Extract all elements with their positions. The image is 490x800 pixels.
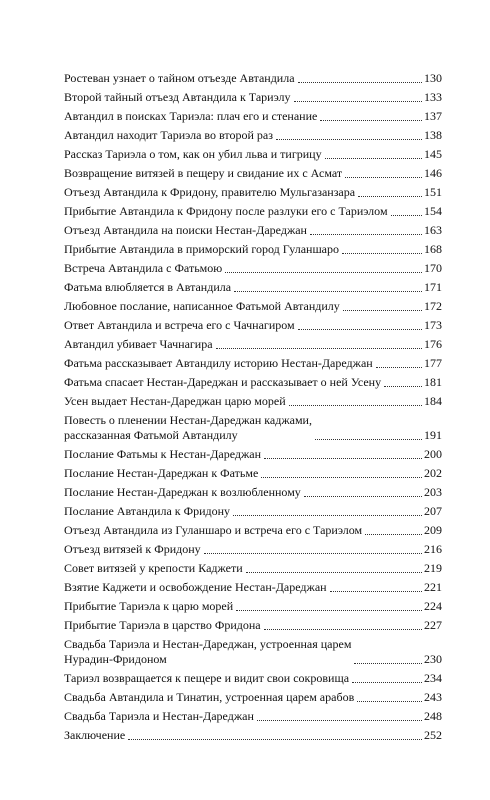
toc-entry-page-number: 145 <box>424 147 442 161</box>
toc-entry <box>64 561 442 576</box>
toc-entry <box>64 504 442 519</box>
toc-entry-title: Повесть о пленении Нестан-Дареджан каджами, рассказанная Фатьмой Автандилу <box>64 413 312 442</box>
dot-leader <box>233 515 422 516</box>
dot-leader <box>343 310 422 311</box>
toc-entry-title: Послание Нестан-Дареджан к Фатьме <box>64 466 259 480</box>
toc-entry <box>64 223 442 238</box>
toc-entry-page-number: 209 <box>424 523 442 537</box>
toc-entry-title: Фатьма рассказывает Автандилу историю Нестан-Дареджан <box>64 356 373 370</box>
dot-leader <box>294 101 423 102</box>
toc-entry <box>64 523 442 538</box>
toc-entry <box>64 728 442 743</box>
toc-entry-page-number: 163 <box>424 223 442 237</box>
toc-entry-page-number: 168 <box>424 242 442 256</box>
toc-entry-page-number: 203 <box>424 485 442 499</box>
toc-entry-page-number: 234 <box>424 671 442 685</box>
dot-leader <box>376 367 422 368</box>
toc-entry-page-number: 200 <box>424 447 442 461</box>
toc-entry-page-number: 130 <box>424 71 442 85</box>
toc-entry <box>64 542 442 557</box>
toc-entry-title: Автандил убивает Чачнагира <box>64 337 213 351</box>
toc-entry-title: Ростеван узнает о тайном отъезде Автандила <box>64 71 295 85</box>
dot-leader <box>304 496 422 497</box>
toc-entry-page-number: 243 <box>424 690 442 704</box>
dot-leader <box>204 553 422 554</box>
toc-entry-title: Заключение <box>64 728 126 742</box>
toc-entry-page-number: 202 <box>424 466 442 480</box>
toc-entry-page-number: 224 <box>424 599 442 613</box>
toc-entry <box>64 375 442 390</box>
toc-entry <box>64 128 442 143</box>
toc-entry-title: Прибытие Тариэла к царю морей <box>64 599 234 613</box>
dot-leader <box>234 291 422 292</box>
toc-entry <box>64 485 442 500</box>
dot-leader <box>320 120 422 121</box>
dot-leader <box>354 663 422 664</box>
dot-leader <box>128 739 422 740</box>
toc-entry <box>64 709 442 724</box>
toc-entry-page-number: 138 <box>424 128 442 142</box>
toc-entry-title: Ответ Автандила и встреча его с Чачнагиром <box>64 318 295 332</box>
dot-leader <box>365 534 422 535</box>
toc-entry <box>64 637 442 667</box>
toc-entry <box>64 90 442 105</box>
toc-entry-title: Встреча Автандила с Фатьмою <box>64 261 223 275</box>
toc-entry-title: Фатьма спасает Нестан-Дареджан и рассказывает о ней Усену <box>64 375 382 389</box>
toc-entry-title: Фатьма влюбляется в Автандила <box>64 280 232 294</box>
toc-entry <box>64 280 442 295</box>
dot-leader <box>276 139 422 140</box>
toc-entry-page-number: 184 <box>424 394 442 408</box>
toc-entry-page-number: 219 <box>424 561 442 575</box>
dot-leader <box>298 82 422 83</box>
dot-leader <box>289 405 422 406</box>
toc-entry-page-number: 177 <box>424 356 442 370</box>
toc-entry-title: Любовное послание, написанное Фатьмой Автандилу <box>64 299 340 313</box>
toc-entry <box>64 204 442 219</box>
toc-entry-page-number: 248 <box>424 709 442 723</box>
dot-leader <box>264 629 422 630</box>
toc-entry-page-number: 137 <box>424 109 442 123</box>
toc-entry-page-number: 154 <box>424 204 442 218</box>
toc-entry-title: Отъезд Автандила на поиски Нестан-Дареджан <box>64 223 307 237</box>
dot-leader <box>325 158 422 159</box>
dot-leader <box>216 348 422 349</box>
dot-leader <box>225 272 422 273</box>
toc-entry-title: Автандил находит Тариэла во второй раз <box>64 128 273 142</box>
toc-entry-title: Отъезд витязей к Фридону <box>64 542 201 556</box>
dot-leader <box>342 253 422 254</box>
toc-entry <box>64 356 442 371</box>
toc-entry-title: Прибытие Автандила к Фридону после разлуки его с Тариэлом <box>64 204 388 218</box>
toc-entry-page-number: 207 <box>424 504 442 518</box>
dot-leader <box>345 177 422 178</box>
toc-entry-page-number: 221 <box>424 580 442 594</box>
toc-entry-page-number: 191 <box>424 428 442 442</box>
toc-entry-title: Второй тайный отъезд Автандила к Тариэлу <box>64 90 291 104</box>
dot-leader <box>257 720 422 721</box>
dot-leader <box>261 477 422 478</box>
toc-entry <box>64 337 442 352</box>
dot-leader <box>246 572 422 573</box>
dot-leader <box>358 196 422 197</box>
toc-entry-title: Тариэл возвращается к пещере и видит свои сокровища <box>64 671 350 685</box>
toc-entry-title: Отъезд Автандила к Фридону, правителю Мульгазанзара <box>64 185 356 199</box>
toc-entry-title: Совет витязей у крепости Каджети <box>64 561 243 575</box>
toc-entry-page-number: 176 <box>424 337 442 351</box>
table-of-contents <box>64 71 442 747</box>
dot-leader <box>357 701 422 702</box>
toc-entry <box>64 413 442 443</box>
toc-entry-page-number: 151 <box>424 185 442 199</box>
dot-leader <box>352 682 422 683</box>
toc-entry-title: Послание Фатьмы к Нестан-Дареджан <box>64 447 262 461</box>
toc-entry <box>64 690 442 705</box>
toc-entry <box>64 447 442 462</box>
toc-entry-title: Прибытие Тариэла в царство Фридона <box>64 618 261 632</box>
toc-entry <box>64 318 442 333</box>
toc-entry-page-number: 171 <box>424 280 442 294</box>
toc-entry <box>64 147 442 162</box>
toc-entry <box>64 185 442 200</box>
dot-leader <box>310 234 422 235</box>
toc-entry-title: Свадьба Тариэла и Нестан-Дареджан <box>64 709 254 723</box>
dot-leader <box>315 439 422 440</box>
toc-entry <box>64 71 442 86</box>
toc-entry-page-number: 230 <box>424 652 442 666</box>
toc-entry <box>64 671 442 686</box>
toc-entry-title: Прибытие Автандила в приморский город Гуланшаро <box>64 242 340 256</box>
toc-entry <box>64 261 442 276</box>
toc-entry <box>64 299 442 314</box>
toc-entry <box>64 394 442 409</box>
toc-entry <box>64 242 442 257</box>
toc-entry-title: Усен выдает Нестан-Дареджан царю морей <box>64 394 286 408</box>
dot-leader <box>391 215 422 216</box>
toc-entry-page-number: 133 <box>424 90 442 104</box>
toc-entry-page-number: 170 <box>424 261 442 275</box>
toc-entry <box>64 599 442 614</box>
toc-entry-title: Свадьба Тариэла и Нестан-Дареджан, устроенная царем Нурадин-Фридоном <box>64 637 352 666</box>
toc-entry-title: Автандил в поисках Тариэла: плач его и стенание <box>64 109 318 123</box>
toc-entry-page-number: 172 <box>424 299 442 313</box>
toc-entry <box>64 618 442 633</box>
toc-entry <box>64 580 442 595</box>
toc-entry <box>64 466 442 481</box>
dot-leader <box>236 610 422 611</box>
toc-entry-page-number: 173 <box>424 318 442 332</box>
dot-leader <box>264 458 422 459</box>
toc-entry-title: Послание Автандила к Фридону <box>64 504 231 518</box>
toc-entry-title: Возвращение витязей в пещеру и свидание их с Асмат <box>64 166 343 180</box>
toc-entry <box>64 109 442 124</box>
dot-leader <box>298 329 422 330</box>
toc-entry-page-number: 181 <box>424 375 442 389</box>
toc-entry-title: Рассказ Тариэла о том, как он убил льва и тигрицу <box>64 147 322 161</box>
toc-entry-page-number: 227 <box>424 618 442 632</box>
toc-entry <box>64 166 442 181</box>
toc-entry-title: Послание Нестан-Дареджан к возлюбленному <box>64 485 301 499</box>
toc-entry-title: Отъезд Автандила из Гуланшаро и встреча его с Тариэлом <box>64 523 363 537</box>
toc-entry-page-number: 252 <box>424 728 442 742</box>
toc-entry-title: Свадьба Автандила и Тинатин, устроенная царем арабов <box>64 690 355 704</box>
toc-entry-title: Взятие Каджети и освобождение Нестан-Дареджан <box>64 580 327 594</box>
dot-leader <box>330 591 422 592</box>
dot-leader <box>384 386 422 387</box>
toc-entry-page-number: 216 <box>424 542 442 556</box>
toc-entry-page-number: 146 <box>424 166 442 180</box>
